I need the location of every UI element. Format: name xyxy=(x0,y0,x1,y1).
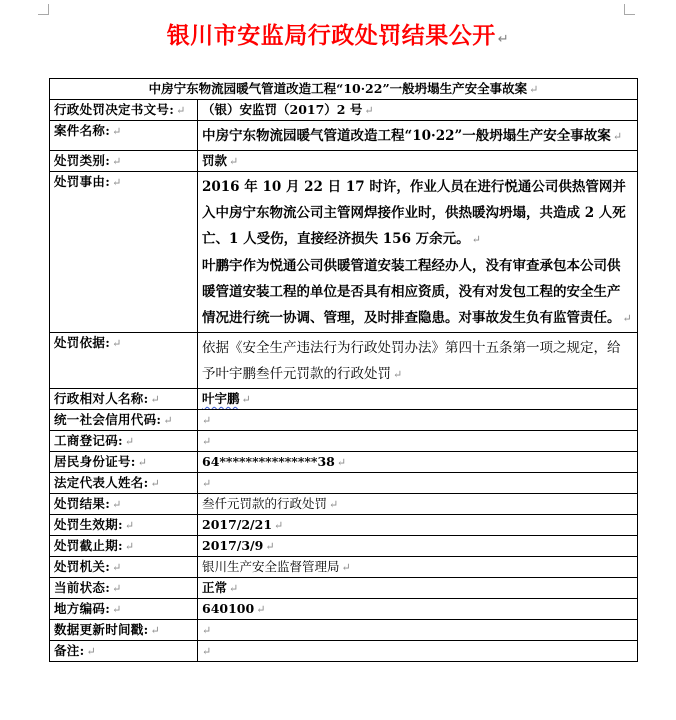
reason-value xyxy=(198,172,638,333)
effective-date-label: 处罚生效期: ↵ xyxy=(50,515,198,536)
paragraph-mark-icon: ↵ xyxy=(112,498,122,511)
region-code-label: 地方编码: ↵ xyxy=(50,599,198,620)
penalty-record-table xyxy=(49,78,638,662)
paragraph-mark-icon: ↵ xyxy=(265,540,275,553)
table-header-row xyxy=(50,79,638,100)
paragraph-mark-icon: ↵ xyxy=(612,130,623,143)
party-name-label: 行政相对人名称: ↵ xyxy=(50,389,198,410)
paragraph-mark-icon: ↵ xyxy=(202,414,212,427)
table-row xyxy=(50,473,638,494)
basis-value: 依据《安全生产违法行为行政处罚办法》第四十五条第一项之规定，给予叶宇鹏叁仟元罚款的行政处罚 ↵ xyxy=(198,333,638,389)
paragraph-mark-icon: ↵ xyxy=(112,561,122,574)
paragraph-mark-icon: ↵ xyxy=(112,176,122,189)
paragraph-mark-icon: ↵ xyxy=(274,519,284,532)
end-date-label: 处罚截止期: ↵ xyxy=(50,536,198,557)
table-row xyxy=(50,172,638,333)
paragraph-mark-icon: ↵ xyxy=(137,456,148,469)
status-value: 正常 ↵ xyxy=(198,578,638,599)
paragraph-mark-icon: ↵ xyxy=(202,435,212,448)
penalty-type-value: 罚款 ↵ xyxy=(198,151,638,172)
reason-paragraph-1: 2016 年 10 月 22 日 17 时许，作业人员在进行悦通公司供热管网并入中房宁东物流公司主管网焊接作业时，供热暖沟坍塌，共造成 2 人死亡、1 人受伤，直接经济损失 156 万余元。 ↵ xyxy=(202,179,626,247)
result-label: 处罚结果: ↵ xyxy=(50,494,198,515)
remarks-label: 备注: ↵ xyxy=(50,641,198,662)
paragraph-mark-icon: ↵ xyxy=(393,368,403,381)
table-row xyxy=(50,578,638,599)
update-time-label: 数据更新时间戳: ↵ xyxy=(50,620,198,641)
table-row xyxy=(50,151,638,172)
table-row xyxy=(50,431,638,452)
case-header: 中房宁东物流园暖气管道改造工程“10·22”一般坍塌生产安全事故案 ↵ xyxy=(50,79,638,100)
table-row xyxy=(50,515,638,536)
end-date-value: 2017/3/9 ↵ xyxy=(198,536,638,557)
paragraph-mark-icon: ↵ xyxy=(150,477,161,490)
paragraph-mark-icon: ↵ xyxy=(112,125,122,138)
basis-label: 处罚依据: ↵ xyxy=(50,333,198,389)
remarks-value xyxy=(198,641,638,662)
case-name-label: 案件名称: ↵ xyxy=(50,121,198,151)
paragraph-mark-icon: ↵ xyxy=(124,540,135,553)
paragraph-mark-icon: ↵ xyxy=(241,393,251,406)
id-number-value: 64***************38 ↵ xyxy=(198,452,638,473)
table-row xyxy=(50,410,638,431)
status-label: 当前状态: ↵ xyxy=(50,578,198,599)
margin-corner-top-left xyxy=(38,4,49,15)
table-row xyxy=(50,620,638,641)
authority-value: 银川生产安全监督管理局 ↵ xyxy=(198,557,638,578)
paragraph-mark-icon: ↵ xyxy=(341,561,351,574)
decision-no-value: （银）安监罚（2017）2 号 ↵ xyxy=(198,100,638,121)
paragraph-mark-icon: ↵ xyxy=(202,624,212,637)
paragraph-mark-icon: ↵ xyxy=(256,603,266,616)
paragraph-mark-icon: ↵ xyxy=(124,435,135,448)
paragraph-mark-icon: ↵ xyxy=(471,233,481,246)
table-row xyxy=(50,121,638,151)
paragraph-mark-icon: ↵ xyxy=(112,155,122,168)
result-value: 叁仟元罚款的行政处罚 ↵ xyxy=(198,494,638,515)
legal-rep-label: 法定代表人姓名: ↵ xyxy=(50,473,198,494)
table-row xyxy=(50,100,638,121)
paragraph-mark-icon: ↵ xyxy=(336,456,347,469)
paragraph-mark-icon: ↵ xyxy=(86,645,97,658)
table-row xyxy=(50,494,638,515)
table-row xyxy=(50,557,638,578)
update-time-value xyxy=(198,620,638,641)
paragraph-mark-icon: ↵ xyxy=(112,337,122,350)
table-row xyxy=(50,389,638,410)
paragraph-mark-icon: ↵ xyxy=(364,104,374,117)
credit-code-value xyxy=(198,410,638,431)
table-row xyxy=(50,599,638,620)
paragraph-mark-icon: ↵ xyxy=(229,155,239,168)
paragraph-mark-icon: ↵ xyxy=(124,519,135,532)
paragraph-mark-icon: ↵ xyxy=(150,393,161,406)
table-row xyxy=(50,452,638,473)
decision-no-label: 行政处罚决定书文号: ↵ xyxy=(50,100,198,121)
table-row xyxy=(50,333,638,389)
id-number-label: 居民身份证号: ↵ xyxy=(50,452,198,473)
margin-corner-top-right xyxy=(624,4,635,15)
effective-date-value: 2017/2/21 ↵ xyxy=(198,515,638,536)
credit-code-label: 统一社会信用代码: ↵ xyxy=(50,410,198,431)
paragraph-mark-icon: ↵ xyxy=(229,582,239,595)
paragraph-mark-icon: ↵ xyxy=(163,414,173,427)
authority-label: 处罚机关: ↵ xyxy=(50,557,198,578)
region-code-value: 640100 ↵ xyxy=(198,599,638,620)
business-reg-value xyxy=(198,431,638,452)
page-title: 银川市安监局行政处罚结果公开 ↵ xyxy=(166,23,510,49)
paragraph-mark-icon: ↵ xyxy=(529,83,539,96)
paragraph-mark-icon: ↵ xyxy=(622,312,632,325)
paragraph-mark-icon: ↵ xyxy=(329,498,339,511)
reason-label: 处罚事由: ↵ xyxy=(50,172,198,333)
paragraph-mark-icon: ↵ xyxy=(202,477,212,490)
reason-paragraph-2: 叶鹏宇作为悦通公司供暖管道安装工程经办人，没有审查承包本公司供暖管道安装工程的单位是否具有相应资质，没有对发包工程的安全生产情况进行统一协调、管理，及时排查隐患。对事故发生负有监管责任。 ↵ xyxy=(202,258,632,326)
paragraph-mark-icon: ↵ xyxy=(176,104,186,117)
party-name-value: 叶宇鹏 ↵ xyxy=(198,389,638,410)
table-row xyxy=(50,536,638,557)
paragraph-mark-icon: ↵ xyxy=(112,582,122,595)
paragraph-mark-icon: ↵ xyxy=(202,645,212,658)
case-name-value: 中房宁东物流园暖气管道改造工程“10·22”一般坍塌生产安全事故案 ↵ xyxy=(198,121,638,151)
business-reg-label: 工商登记码: ↵ xyxy=(50,431,198,452)
table-row xyxy=(50,641,638,662)
legal-rep-value xyxy=(198,473,638,494)
paragraph-mark-icon: ↵ xyxy=(497,32,510,47)
paragraph-mark-icon: ↵ xyxy=(150,624,161,637)
penalty-type-label: 处罚类别: ↵ xyxy=(50,151,198,172)
paragraph-mark-icon: ↵ xyxy=(112,603,122,616)
